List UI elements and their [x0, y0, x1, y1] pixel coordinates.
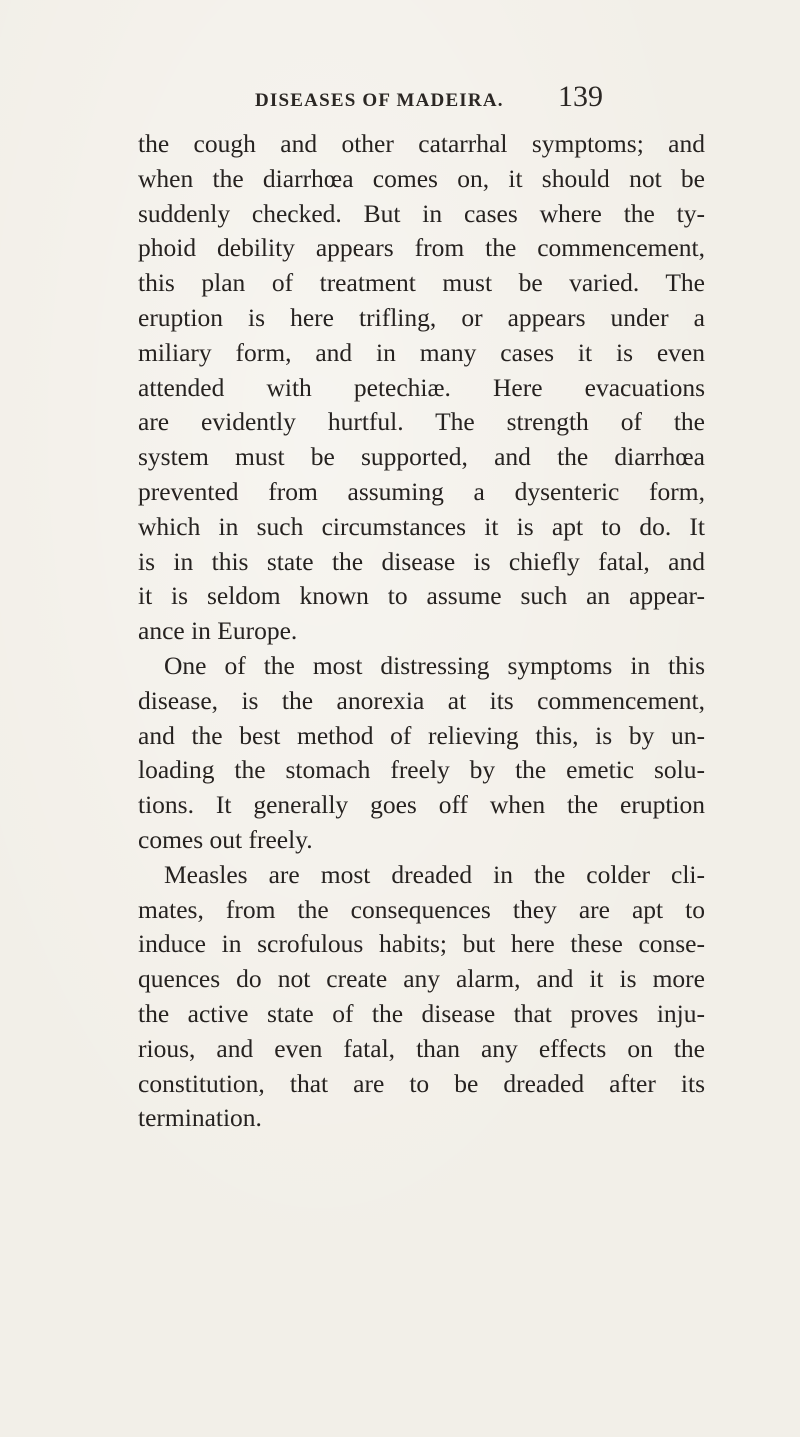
- page-number: 139: [558, 80, 603, 113]
- text-line: suddenly checked. But in cases where the ty-: [138, 198, 705, 228]
- text-line: termination.: [138, 1103, 262, 1133]
- text-line: loading the stomach freely by the emetic solu-: [138, 755, 705, 785]
- text-line: and the best method of relieving this, is by un-: [138, 720, 705, 750]
- text-line: is in this state the disease is chiefly fatal, and: [138, 546, 705, 576]
- text-line: ance in Europe.: [138, 616, 298, 646]
- text-line: tions. It generally goes off when the eruption: [138, 790, 705, 820]
- text-line: induce in scrofulous habits; but here these conse-: [138, 929, 705, 959]
- text-line: attended with petechiæ. Here evacuations: [138, 372, 705, 402]
- text-line: eruption is here trifling, or appears under a: [138, 302, 705, 332]
- text-line: this plan of treatment must be varied. The: [138, 268, 705, 298]
- text-line: rious, and even fatal, than any effects on the: [138, 1033, 705, 1063]
- text-line: quences do not create any alarm, and it is more: [138, 964, 705, 994]
- text-line: comes out freely.: [138, 824, 313, 854]
- text-line: when the diarrhœa comes on, it should not be: [138, 163, 705, 193]
- text-line: system must be supported, and the diarrhœa: [138, 442, 705, 472]
- text-line: it is seldom known to assume such an appear-: [138, 581, 705, 611]
- running-head: [255, 80, 655, 120]
- text-line: prevented from assuming a dysenteric form,: [138, 476, 705, 506]
- text-line: phoid debility appears from the commencement,: [138, 233, 705, 263]
- text-line: disease, is the anorexia at its commencement,: [138, 685, 705, 715]
- text-line: which in such circumstances it is apt to do. It: [138, 511, 705, 541]
- text-line: the cough and other catarrhal symptoms; and: [138, 129, 705, 158]
- text-line: One of the most distressing symptoms in this: [164, 650, 705, 680]
- text-line: Measles are most dreaded in the colder cli-: [164, 859, 705, 889]
- text-line: miliary form, and in many cases it is even: [138, 337, 705, 367]
- text-line: constitution, that are to be dreaded after its: [138, 1068, 705, 1098]
- running-head-title: DISEASES OF MADEIRA.: [255, 90, 504, 111]
- text-line: are evidently hurtful. The strength of the: [138, 407, 705, 437]
- text-line: the active state of the disease that proves inju-: [138, 998, 705, 1028]
- text-line: mates, from the consequences they are apt to: [138, 894, 705, 924]
- body-text: [138, 127, 705, 1136]
